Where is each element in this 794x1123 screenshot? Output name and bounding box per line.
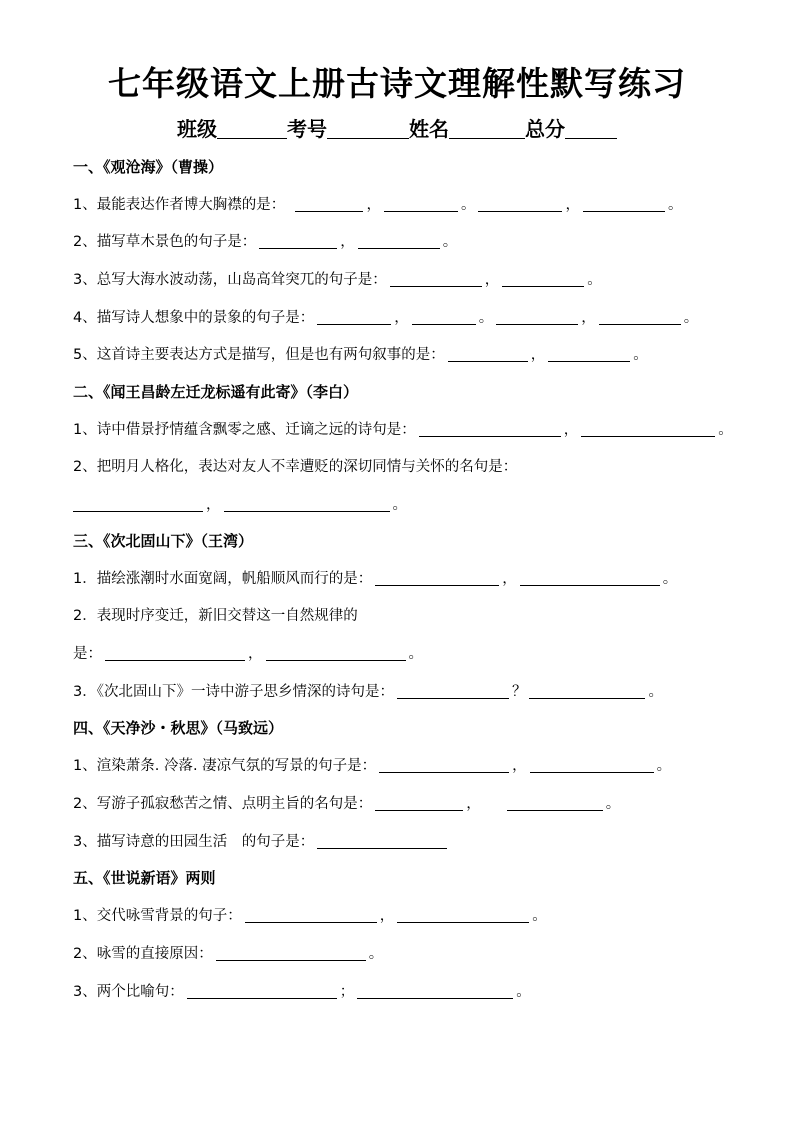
score-label: 总分 — [525, 117, 565, 141]
question-text: 3、总写大海水波动荡，山岛高耸突兀的句子是： — [73, 272, 387, 288]
punct: ， — [206, 497, 221, 513]
punct: ， — [248, 646, 263, 662]
question-text: 2、写游子孤寂愁苦之情、点明主旨的名句是： — [73, 796, 373, 812]
question-text: 2、咏雪的直接原因： — [73, 946, 213, 962]
question-text: 1、最能表达作者博大胸襟的是： — [73, 197, 278, 213]
punct: 。 — [718, 422, 733, 438]
question — [73, 832, 450, 852]
answer-blank[interactable] — [419, 421, 561, 437]
punct: ？ — [511, 684, 527, 700]
punct: ， — [466, 796, 481, 812]
section-heading: 五、《世说新语》两则 — [73, 869, 216, 887]
punct: ， — [502, 571, 517, 587]
answer-blank[interactable] — [295, 196, 363, 212]
answer-blank[interactable] — [317, 309, 391, 325]
answer-blank[interactable] — [520, 570, 660, 586]
answer-blank[interactable] — [529, 683, 645, 699]
question — [73, 944, 383, 964]
answer-blank[interactable] — [390, 271, 482, 287]
exam-no-field[interactable] — [327, 118, 409, 139]
answer-blank[interactable] — [530, 757, 654, 773]
answer-blank[interactable] — [599, 309, 681, 325]
punct: ， — [484, 272, 500, 288]
question — [73, 982, 531, 1002]
answer-blank[interactable] — [379, 757, 509, 773]
question — [73, 906, 547, 926]
question — [73, 270, 602, 290]
section-heading: 二、《闻王昌龄左迁龙标遥有此寄》（李白） — [73, 383, 359, 401]
answer-blank[interactable] — [73, 496, 203, 512]
answer-blank[interactable] — [266, 645, 406, 661]
question-text: 3、描写诗意的田园生活 的句子是： — [73, 834, 315, 850]
question-text: 1、渲染萧条. 冷落. 凄凉气氛的写景的句子是： — [73, 758, 377, 774]
worksheet-title: 七年级语文上册古诗文理解性默写练习 — [108, 64, 686, 103]
answer-blank[interactable] — [317, 833, 447, 849]
answer-blank[interactable] — [216, 945, 366, 961]
question — [73, 606, 358, 626]
punct: ， — [379, 908, 395, 924]
punct: 。 — [648, 684, 663, 700]
punct: ， — [366, 197, 381, 213]
punct: 。 — [460, 197, 476, 213]
answer-blank[interactable] — [548, 346, 630, 362]
question — [73, 569, 677, 589]
class-field[interactable] — [217, 118, 287, 139]
question-text: 3、两个比喻句： — [73, 984, 184, 1000]
answer-blank[interactable] — [105, 645, 245, 661]
question — [73, 756, 671, 776]
answer-blank[interactable] — [397, 907, 529, 923]
question — [73, 420, 733, 440]
section-heading: 三、《次北固山下》（王湾） — [73, 532, 254, 550]
answer-blank[interactable] — [412, 309, 476, 325]
name-label: 姓名 — [409, 117, 449, 141]
punct: 。 — [408, 646, 423, 662]
answer-blank[interactable] — [384, 196, 458, 212]
punct: ， — [512, 758, 527, 774]
question — [73, 232, 457, 252]
answer-blank[interactable] — [502, 271, 584, 287]
question-text: 4、描写诗人想象中的景象的句子是： — [73, 310, 315, 326]
answer-blank[interactable] — [397, 683, 509, 699]
question — [73, 794, 620, 814]
answer-row — [73, 495, 407, 515]
answer-blank[interactable] — [375, 570, 499, 586]
student-info-row — [0, 113, 794, 142]
question — [73, 345, 648, 365]
answer-blank[interactable] — [478, 196, 562, 212]
punct: 。 — [587, 272, 602, 288]
answer-blank[interactable] — [581, 421, 715, 437]
punct: 。 — [656, 758, 672, 774]
answer-blank[interactable] — [187, 983, 337, 999]
answer-blank[interactable] — [224, 496, 390, 512]
answer-blank[interactable] — [259, 233, 337, 249]
punct: ， — [565, 197, 580, 213]
punct: ， — [394, 310, 409, 326]
punct: 。 — [633, 347, 648, 363]
score-field[interactable] — [565, 118, 617, 139]
question-text: 1、诗中借景抒情蕴含飘零之感、迁谪之远的诗句是： — [73, 422, 416, 438]
answer-blank[interactable] — [245, 907, 377, 923]
punct: 。 — [442, 234, 458, 250]
section-heading: 四、《天净沙・秋思》（马致远） — [73, 719, 284, 737]
answer-blank[interactable] — [448, 346, 528, 362]
punct: 。 — [667, 197, 683, 213]
question-text: 2、描写草木景色的句子是： — [73, 234, 257, 250]
punct: ， — [581, 310, 596, 326]
question — [73, 195, 682, 215]
punct: ， — [563, 422, 579, 438]
question-text: 1．描绘涨潮时水面宽阔，帆船顺风而行的是： — [73, 571, 373, 587]
question — [73, 457, 517, 477]
punct: 。 — [516, 984, 531, 1000]
answer-blank[interactable] — [496, 309, 578, 325]
question-text: 2．表现时序变迁，新旧交替这一自然规律的 — [73, 608, 358, 624]
question — [73, 308, 698, 328]
answer-row — [73, 644, 423, 664]
answer-blank[interactable] — [375, 795, 463, 811]
section-heading: 一、《观沧海》（曹操） — [73, 158, 224, 176]
question-text: 2、把明月人格化，表达对友人不幸遭贬的深切同情与关怀的名句是： — [73, 459, 518, 475]
question-text: 1、交代咏雪背景的句子： — [73, 908, 242, 924]
question-text: 是： — [73, 646, 102, 662]
answer-blank[interactable] — [507, 795, 603, 811]
punct: 。 — [683, 310, 699, 326]
exam-no-label: 考号 — [287, 117, 327, 141]
question-text: 5、这首诗主要表达方式是描写，但是也有两句叙事的是： — [73, 347, 445, 363]
punct: 。 — [662, 571, 678, 587]
answer-blank[interactable] — [357, 983, 513, 999]
punct: 。 — [532, 908, 547, 924]
answer-blank[interactable] — [358, 233, 440, 249]
class-label: 班级 — [177, 117, 217, 141]
punct: ； — [339, 984, 355, 1000]
punct: 。 — [368, 946, 384, 962]
question — [73, 682, 663, 702]
answer-blank[interactable] — [583, 196, 665, 212]
name-field[interactable] — [449, 118, 525, 139]
punct: 。 — [392, 497, 407, 513]
punct: ， — [340, 234, 355, 250]
punct: 。 — [478, 310, 494, 326]
punct: 。 — [605, 796, 621, 812]
question-text: 3．《次北固山下》一诗中游子思乡情深的诗句是： — [73, 684, 394, 700]
punct: ， — [530, 347, 546, 363]
